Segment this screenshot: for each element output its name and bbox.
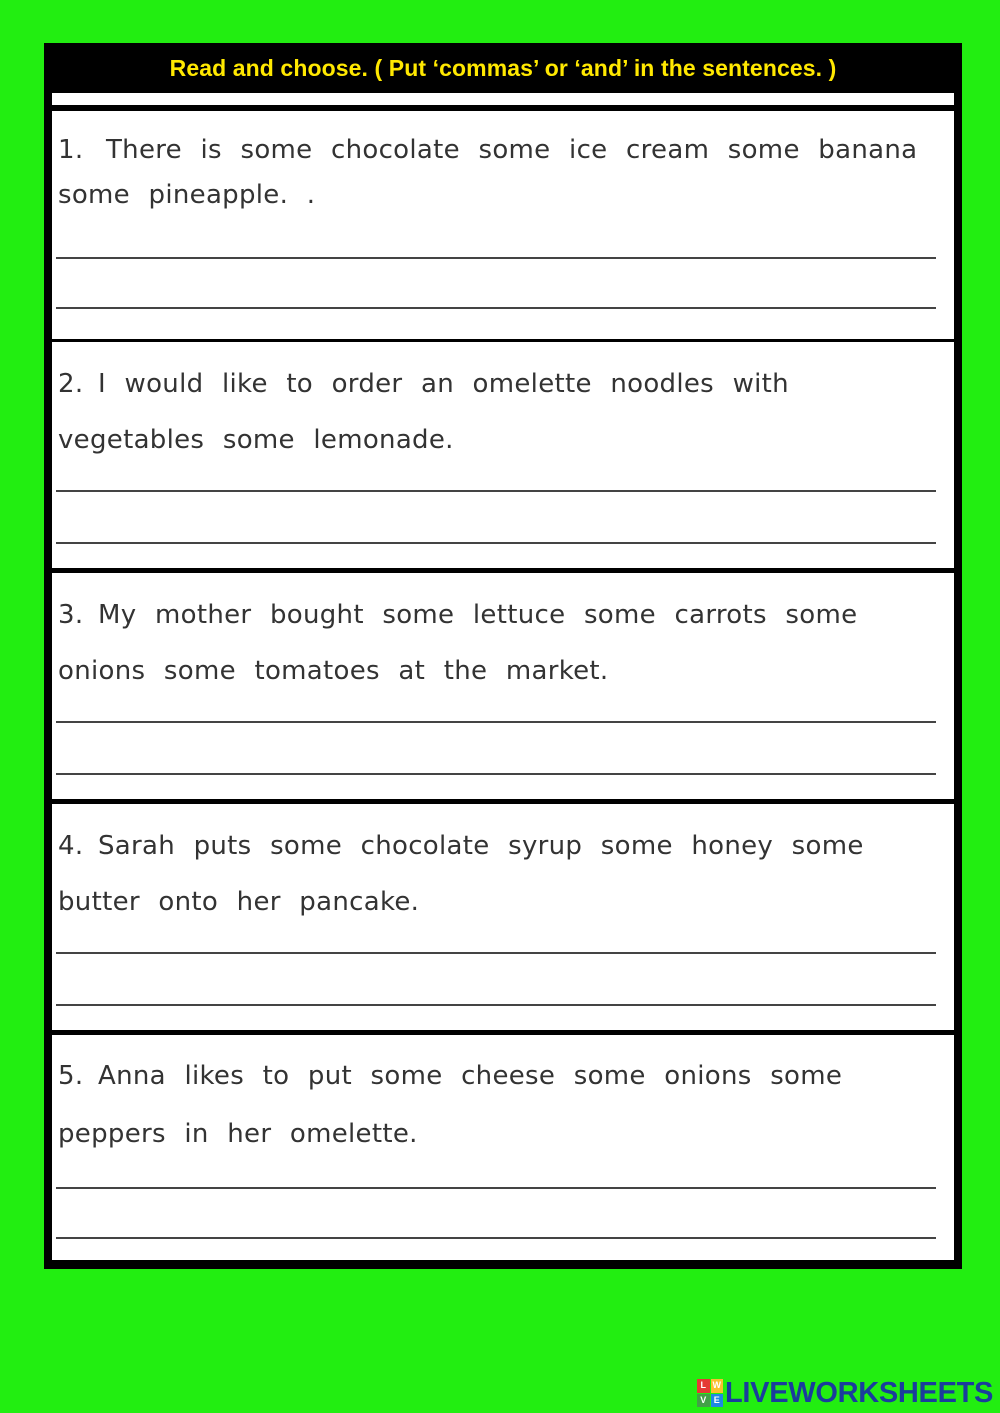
question-3 <box>52 573 954 799</box>
answer-line[interactable] <box>56 721 936 723</box>
question-2 <box>52 342 954 568</box>
answer-line[interactable] <box>56 542 936 544</box>
answer-line[interactable] <box>56 490 936 492</box>
question-number: 1. <box>58 135 84 165</box>
question-number: 3. <box>58 600 84 630</box>
question-sentence: Sarah puts some chocolate syrup some honey some butter onto her pancake. <box>58 831 864 917</box>
instruction-header <box>44 43 962 93</box>
question-5 <box>52 1035 954 1260</box>
answer-line[interactable] <box>56 1237 936 1239</box>
answer-line[interactable] <box>56 952 936 954</box>
question-sentence: Anna likes to put some cheese some onions some peppers in her omelette. <box>58 1061 843 1149</box>
worksheet <box>44 43 962 1269</box>
question-sentence: I would like to order an omelette noodles with vegetables some lemonade. <box>58 369 789 455</box>
logo-mark-icon: L W V E <box>697 1379 723 1407</box>
question-sentence: My mother bought some lettuce some carrots some onions some tomatoes at the market. <box>58 600 858 686</box>
instruction-text: Read and choose. ( Put ‘commas’ or ‘and’ in the sentences. ) <box>169 54 837 81</box>
answer-line[interactable] <box>56 1004 936 1006</box>
question-number: 5. <box>58 1061 84 1091</box>
question-number: 2. <box>58 369 84 399</box>
liveworksheets-logo <box>697 1375 993 1411</box>
answer-line[interactable] <box>56 307 936 309</box>
answer-line[interactable] <box>56 257 936 259</box>
question-4 <box>52 804 954 1030</box>
logo-text: LIVEWORKSHEETS <box>725 1376 994 1409</box>
question-number: 4. <box>58 831 84 861</box>
question-sentence: There is some chocolate some ice cream some banana some pineapple. . <box>58 135 918 210</box>
answer-line[interactable] <box>56 1187 936 1189</box>
question-1 <box>52 111 954 339</box>
header-spacer <box>52 93 954 107</box>
answer-line[interactable] <box>56 773 936 775</box>
